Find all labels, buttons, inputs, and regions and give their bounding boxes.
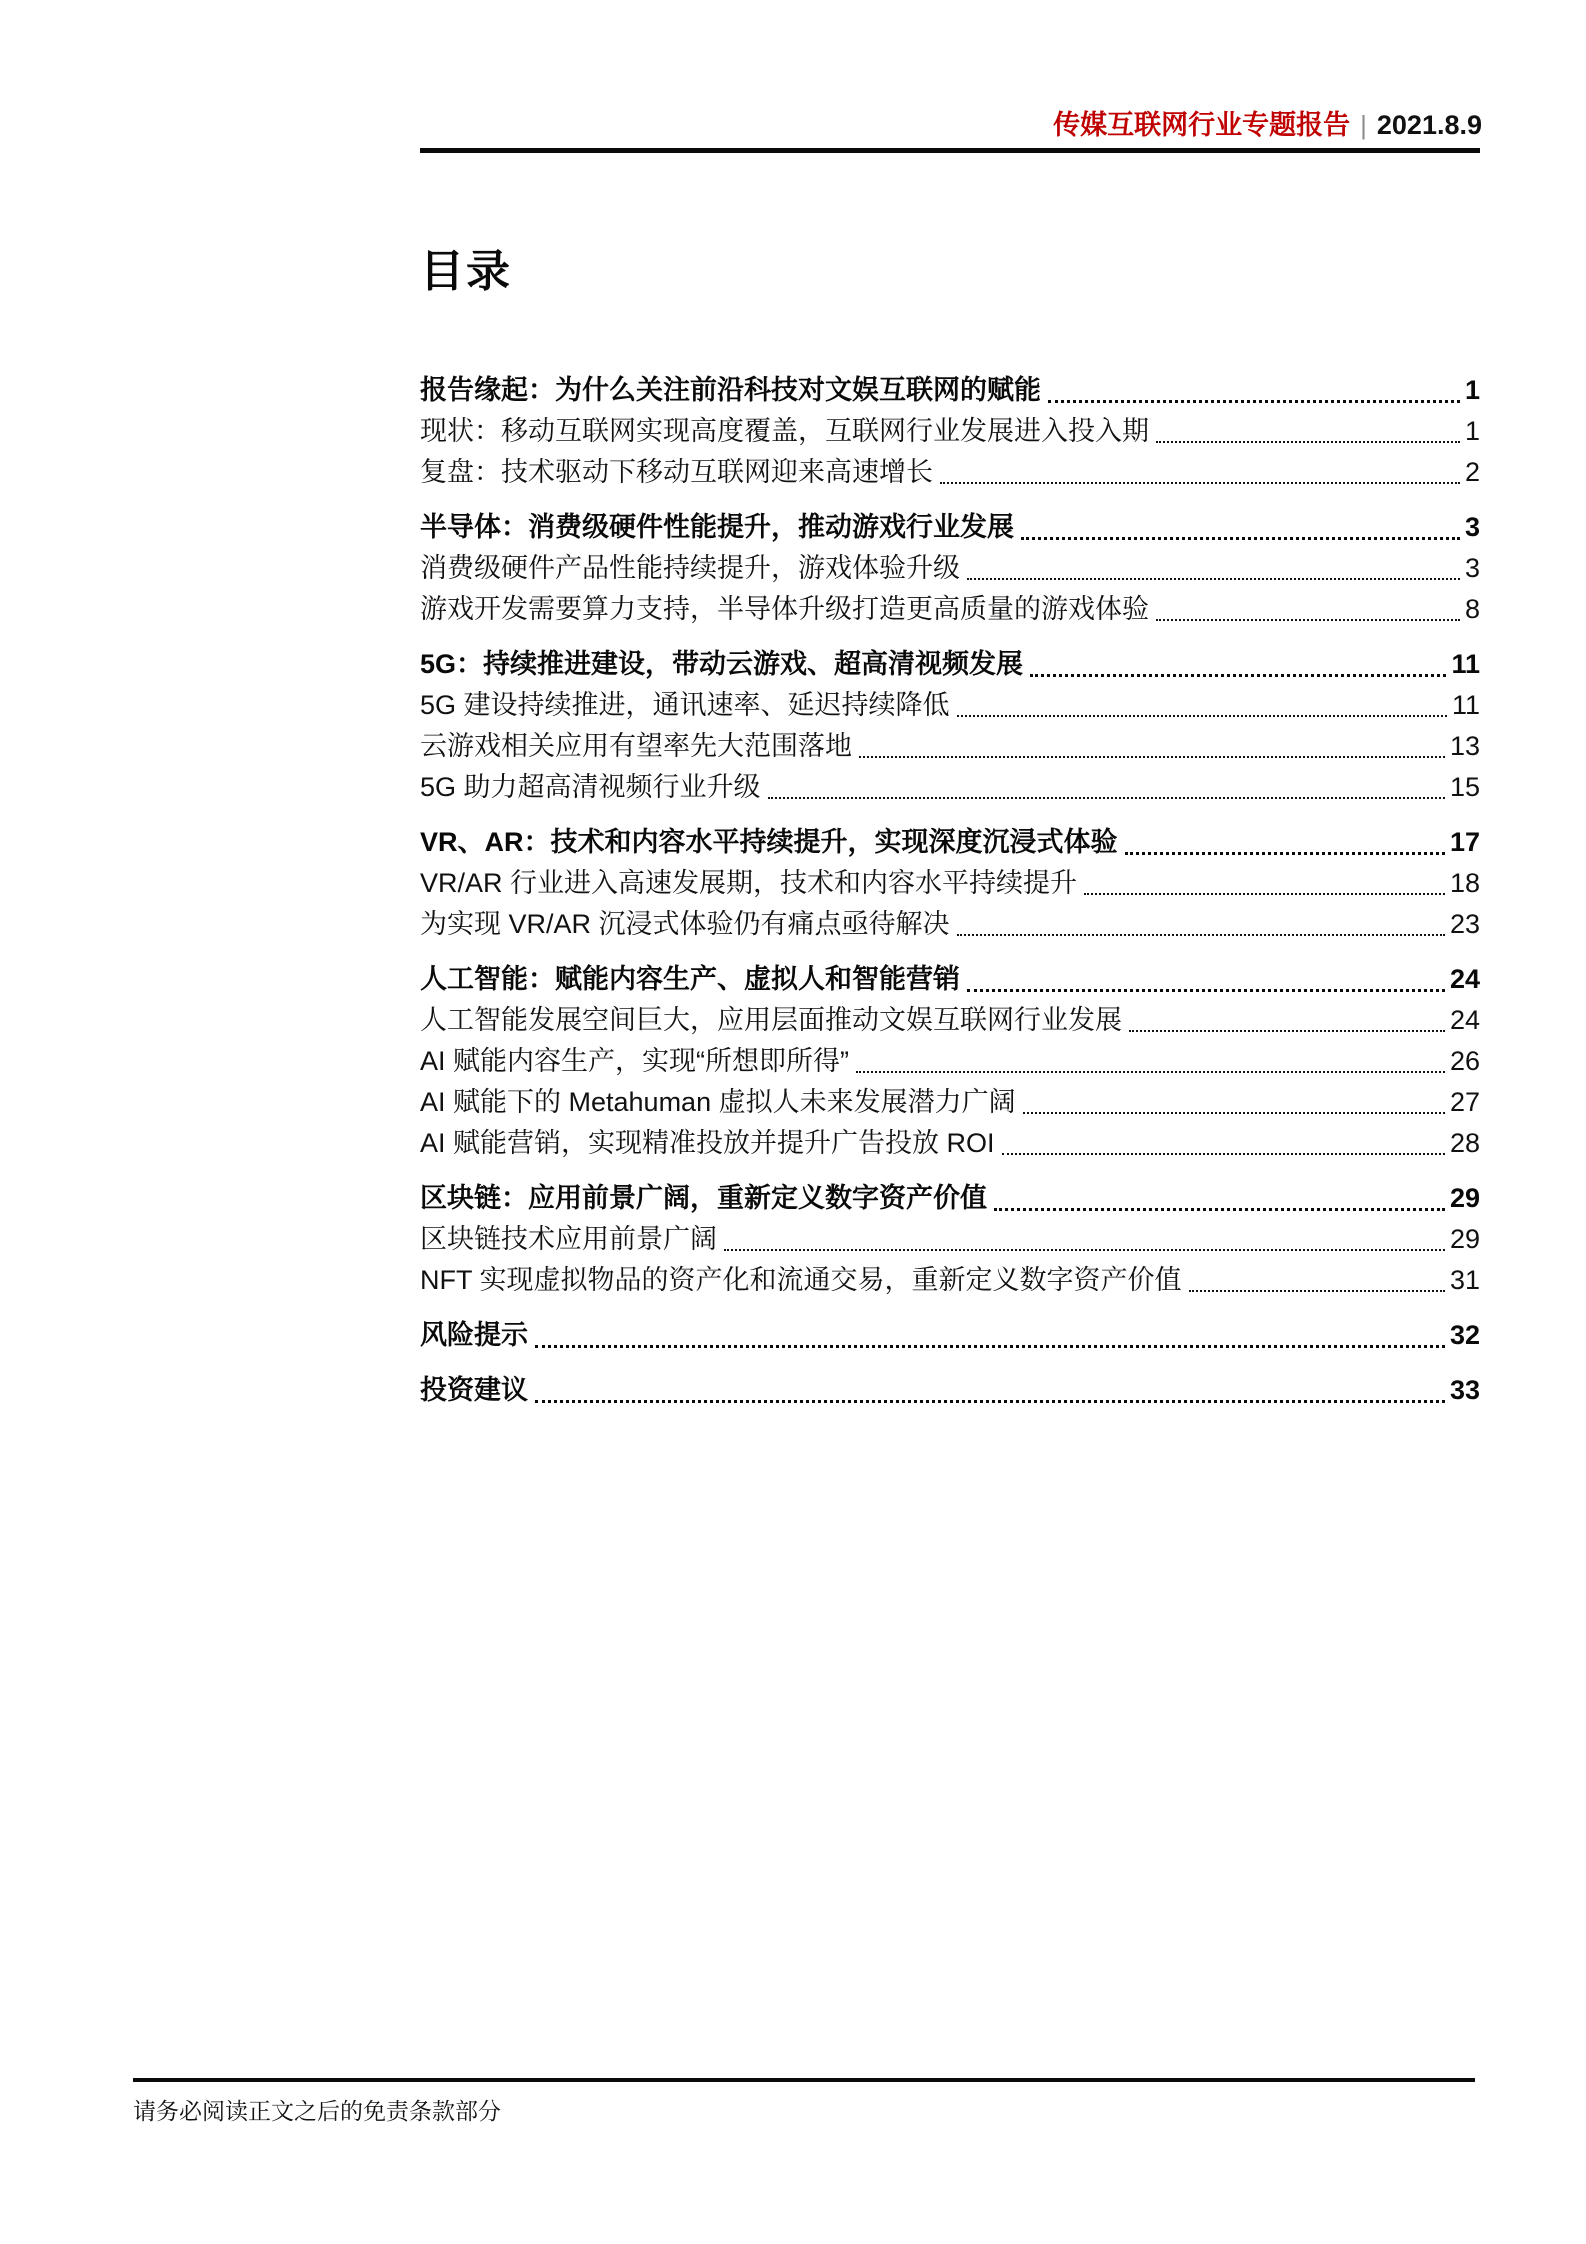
toc-page-number: 24 — [1449, 1005, 1480, 1035]
toc-section — [420, 644, 1480, 808]
toc-page-number: 11 — [1451, 690, 1480, 720]
toc-leader-dots — [1023, 1082, 1445, 1114]
toc-page-number: 31 — [1449, 1265, 1480, 1295]
toc-leader-dots — [724, 1219, 1445, 1251]
toc-sub-entry[interactable] — [420, 767, 1480, 808]
header-separator: | — [1360, 110, 1367, 140]
toc-sub-entry[interactable] — [420, 589, 1480, 630]
toc-entry-title: 现状：移动互联网实现高度覆盖，互联网行业发展进入投入期 — [420, 416, 1149, 446]
toc-section — [420, 1178, 1480, 1301]
toc-entry-title: 消费级硬件产品性能持续提升，游戏体验升级 — [420, 553, 960, 583]
toc-leader-dots — [1156, 589, 1460, 621]
toc-title: 目录 — [420, 247, 512, 296]
toc-section — [420, 822, 1480, 945]
toc-entry-title: AI 赋能内容生产，实现“所想即所得” — [420, 1046, 849, 1076]
toc-page-number: 13 — [1449, 731, 1480, 761]
toc-leader-dots — [1084, 863, 1445, 895]
toc-entry-title: 人工智能：赋能内容生产、虚拟人和智能营销 — [420, 964, 960, 994]
toc-leader-dots — [1002, 1123, 1445, 1155]
toc-entry-title: 风险提示 — [420, 1320, 528, 1350]
toc-sub-entry[interactable] — [420, 904, 1480, 945]
toc-leader-dots — [1129, 1000, 1445, 1032]
toc-page-number: 26 — [1449, 1046, 1480, 1076]
toc-section — [420, 507, 1480, 630]
toc-heading-entry[interactable] — [420, 507, 1480, 548]
toc-entry-title: 区块链技术应用前景广阔 — [420, 1224, 717, 1254]
toc-leader-dots — [1048, 370, 1460, 403]
toc-entry-title: NFT 实现虚拟物品的资产化和流通交易，重新定义数字资产价值 — [420, 1265, 1182, 1295]
toc-sub-entry[interactable] — [420, 1260, 1480, 1301]
page-footer — [133, 2096, 501, 2126]
toc-entry-title: 5G 建设持续推进，通讯速率、延迟持续降低 — [420, 690, 950, 720]
toc-page-number: 3 — [1464, 553, 1480, 583]
toc-entry-title: AI 赋能下的 Metahuman 虚拟人未来发展潜力广阔 — [420, 1087, 1016, 1117]
toc-leader-dots — [1021, 507, 1460, 540]
toc-page-number: 29 — [1449, 1183, 1480, 1213]
toc-sub-entry[interactable] — [420, 685, 1480, 726]
toc-heading-entry[interactable] — [420, 1370, 1480, 1411]
toc-leader-dots — [967, 959, 1445, 992]
toc-section — [420, 1315, 1480, 1356]
toc-sub-entry[interactable] — [420, 1123, 1480, 1164]
toc-leader-dots — [957, 685, 1447, 717]
toc-section — [420, 1370, 1480, 1411]
toc-page-number: 23 — [1449, 909, 1480, 939]
toc-leader-dots — [1030, 644, 1446, 677]
toc-leader-dots — [967, 548, 1460, 580]
table-of-contents — [420, 370, 1480, 1411]
toc-entry-title: 半导体：消费级硬件性能提升，推动游戏行业发展 — [420, 512, 1014, 542]
toc-page-number: 1 — [1464, 375, 1480, 405]
toc-section — [420, 370, 1480, 493]
toc-page-number: 18 — [1449, 868, 1480, 898]
toc-heading-entry[interactable] — [420, 644, 1480, 685]
toc-entry-title: 复盘：技术驱动下移动互联网迎来高速增长 — [420, 457, 933, 487]
toc-leader-dots — [859, 726, 1445, 758]
toc-page-number: 8 — [1464, 594, 1480, 624]
toc-page-number: 27 — [1449, 1087, 1480, 1117]
toc-entry-title: VR/AR 行业进入高速发展期，技术和内容水平持续提升 — [420, 868, 1078, 898]
toc-entry-title: 5G 助力超高清视频行业升级 — [420, 772, 761, 802]
toc-heading-entry[interactable] — [420, 1178, 1480, 1219]
toc-heading-entry[interactable] — [420, 1315, 1480, 1356]
disclaimer-text: 请务必阅读正文之后的免责条款部分 — [133, 2098, 501, 2124]
toc-sub-entry[interactable] — [420, 863, 1480, 904]
toc-section — [420, 959, 1480, 1164]
toc-entry-title: 区块链：应用前景广阔，重新定义数字资产价值 — [420, 1183, 987, 1213]
toc-sub-entry[interactable] — [420, 411, 1480, 452]
toc-leader-dots — [1189, 1260, 1445, 1292]
report-date: 2021.8.9 — [1376, 110, 1482, 140]
toc-page-number: 24 — [1449, 964, 1480, 994]
toc-leader-dots — [1156, 411, 1460, 443]
toc-page-number: 2 — [1464, 457, 1480, 487]
toc-entry-title: 游戏开发需要算力支持，半导体升级打造更高质量的游戏体验 — [420, 594, 1149, 624]
toc-page-number: 17 — [1449, 827, 1480, 857]
toc-heading-entry[interactable] — [420, 822, 1480, 863]
toc-sub-entry[interactable] — [420, 1082, 1480, 1123]
toc-sub-entry[interactable] — [420, 1219, 1480, 1260]
toc-page-number: 15 — [1449, 772, 1480, 802]
toc-leader-dots — [768, 767, 1445, 799]
toc-page-number: 1 — [1464, 416, 1480, 446]
toc-heading-entry[interactable] — [420, 959, 1480, 1000]
toc-page-number: 33 — [1449, 1375, 1480, 1405]
toc-page-number: 32 — [1449, 1320, 1480, 1350]
toc-heading-entry[interactable] — [420, 370, 1480, 411]
toc-leader-dots — [940, 452, 1460, 484]
toc-entry-title: AI 赋能营销，实现精准投放并提升广告投放 ROI — [420, 1128, 995, 1158]
toc-entry-title: 报告缘起：为什么关注前沿科技对文娱互联网的赋能 — [420, 375, 1041, 405]
report-type-label: 传媒互联网行业专题报告 — [1053, 110, 1351, 140]
toc-leader-dots — [856, 1041, 1445, 1073]
toc-sub-entry[interactable] — [420, 452, 1480, 493]
toc-leader-dots — [535, 1370, 1445, 1403]
toc-leader-dots — [535, 1315, 1445, 1348]
toc-entry-title: 人工智能发展空间巨大，应用层面推动文娱互联网行业发展 — [420, 1005, 1122, 1035]
toc-leader-dots — [957, 904, 1445, 936]
header-rule — [420, 148, 1480, 153]
toc-sub-entry[interactable] — [420, 726, 1480, 767]
toc-entry-title: 投资建议 — [420, 1375, 528, 1405]
toc-entry-title: 云游戏相关应用有望率先大范围落地 — [420, 731, 852, 761]
toc-entry-title: 5G：持续推进建设，带动云游戏、超高清视频发展 — [420, 649, 1024, 679]
toc-page-number: 11 — [1451, 649, 1480, 679]
page-header — [1053, 103, 1482, 142]
toc-page-number: 28 — [1449, 1128, 1480, 1158]
toc-leader-dots — [994, 1178, 1445, 1211]
footer-rule — [133, 2078, 1475, 2082]
toc-entry-title: VR、AR：技术和内容水平持续提升，实现深度沉浸式体验 — [420, 827, 1118, 857]
toc-sub-entry[interactable] — [420, 1041, 1480, 1082]
toc-page-number: 29 — [1449, 1224, 1480, 1254]
toc-sub-entry[interactable] — [420, 548, 1480, 589]
toc-page-number: 3 — [1464, 512, 1480, 542]
toc-sub-entry[interactable] — [420, 1000, 1480, 1041]
toc-entry-title: 为实现 VR/AR 沉浸式体验仍有痛点亟待解决 — [420, 909, 950, 939]
toc-leader-dots — [1125, 822, 1445, 855]
